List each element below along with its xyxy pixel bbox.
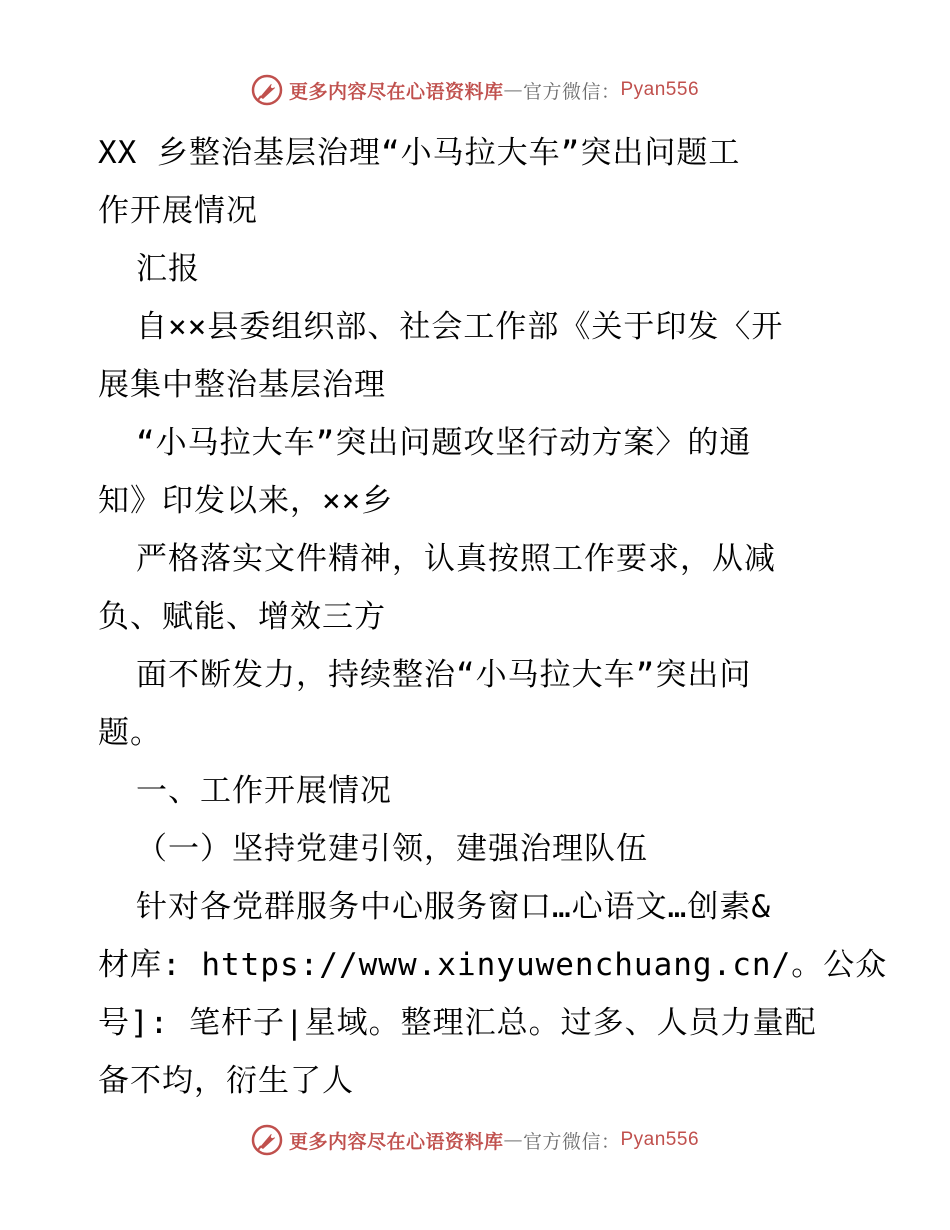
footer-watermark-banner: [0, 1122, 950, 1158]
doc-paragraph-line: 备不均，衍生了人: [98, 1063, 354, 1099]
doc-title-line-2: 作开展情况: [98, 193, 258, 229]
doc-title-line-3: 汇报: [136, 251, 200, 287]
doc-paragraph-line: 针对各党群服务中心服务窗口…心语文…创素&: [136, 889, 771, 925]
banner-wechat-label: 官方微信：: [522, 1130, 621, 1153]
pen-nib-logo-icon: [251, 1124, 283, 1156]
doc-paragraph-line: 材库: https://www.xinyuwenchuang.cn/。公众: [98, 947, 888, 983]
banner-wechat-label: 官方微信：: [522, 80, 621, 103]
doc-paragraph-line: 严格落实文件精神，认真按照工作要求，从减: [136, 541, 776, 577]
banner-brand-text: 更多内容尽在心语资料库: [288, 80, 504, 103]
doc-paragraph-line: 展集中整治基层治理: [98, 367, 386, 403]
section-heading: 一、工作开展情况: [136, 773, 392, 809]
doc-paragraph-line: 题。: [98, 715, 162, 751]
subsection-heading: （一）坚持党建引领，建强治理队伍: [136, 831, 648, 867]
document-body: [98, 124, 888, 1110]
pen-nib-logo-icon: [251, 74, 283, 106]
doc-paragraph-line: “小马拉大车”突出问题攻坚行动方案〉的通: [136, 425, 752, 461]
doc-paragraph-line: 号]: 笔杆子|星域。整理汇总。过多、人员力量配: [98, 1005, 817, 1041]
banner-wechat-id: Pyan556: [620, 79, 700, 100]
banner-separator: —: [503, 1129, 523, 1151]
doc-title-line-1: XX 乡整治基层治理“小马拉大车”突出问题工: [98, 135, 741, 171]
header-watermark-banner: [0, 72, 950, 108]
banner-brand-text: 更多内容尽在心语资料库: [288, 1130, 504, 1153]
banner-separator: —: [503, 79, 523, 101]
doc-paragraph-line: 负、赋能、增效三方: [98, 599, 386, 635]
doc-paragraph-line: 自××县委组织部、社会工作部《关于印发〈开: [136, 309, 784, 345]
doc-paragraph-line: 面不断发力，持续整治“小马拉大车”突出问: [136, 657, 752, 693]
banner-wechat-id: Pyan556: [620, 1129, 700, 1150]
doc-paragraph-line: 知》印发以来，××乡: [98, 483, 394, 519]
